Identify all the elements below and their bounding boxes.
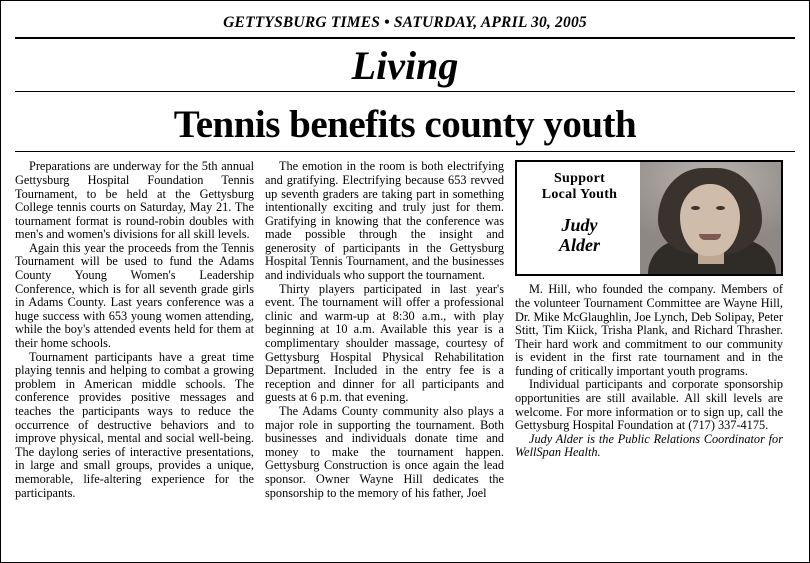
section-rule [15, 91, 795, 92]
article-columns [15, 160, 795, 500]
paragraph: M. Hill, who founded the company. Members of the volunteer Tournament Committee are Wayne Hill, Dr. Mike McGlaughlin, Joe Lynch, Deb Solipay, Peter Stitt, Tim Kiick, Trisha Plank, and Richard Thrasher. Their hard work and commitment to our community is evident in the first rate tournament and in the funding of critically important youth programs. [515, 282, 783, 378]
paragraph: Preparations are underway for the 5th annual Gettysburg Hospital Foundation Tennis Tournament, to be held at the Gettysburg College tennis courts on Saturday, May 21. The tournament format is round-robin doubles with men's and women's divisions for all skill levels. [15, 159, 254, 242]
promo-support-line1: Support [553, 171, 606, 187]
column-1 [15, 160, 265, 500]
promo-text-block [517, 162, 640, 274]
headline: Tennis benefits county youth [173, 103, 637, 146]
paragraph: Thirty players participated in last year's event. The tournament will offer a professional clinic and warm-up at 8:30 a.m., with play beginning at 10 a.m. Available this year is a complimentary shoulder massage, courtesy of Gettysburg Hospital Physical Rehabilitation Department. Included in the entry fee is a reception and dinner for all participants and guests at 6 p.m. that evening. [265, 281, 504, 405]
author-promo-box [515, 160, 783, 276]
promo-support-line2: Local Youth [541, 187, 618, 203]
masthead: GETTYSBURG TIMES • SATURDAY, APRIL 30, 2005 [223, 14, 587, 31]
masthead-rule [15, 37, 795, 39]
author-bio-line: Judy Alder is the Public Relations Coordinator for WellSpan Health. [515, 431, 783, 460]
paragraph: The Adams County community also plays a major role in supporting the tournament. Both businesses and individuals donate time and money to make the tournament happen. Gettysburg Construction is once again the lead sponsor. Owner Wayne Hill dedicates the sponsorship to the memory of his father, Joel [265, 404, 504, 500]
paragraph: Again this year the proceeds from the Tennis Tournament will be used to fund the Adams County Young Women's Leadership Conference, which is for all seventh grade girls in Adams County. Last years conference was a huge success with 653 young women attending, while the boy's attended events held for them at their home schools. [15, 240, 254, 351]
column-3 [515, 160, 783, 460]
headline-rule [15, 151, 795, 152]
promo-author-first-name: Judy [561, 215, 598, 236]
paragraph: Individual participants and corporate sponsorship opportunities are still available. All skill levels are welcome. For more information or to sign up, call the Gettysburg Hospital Foundation at (717) 337-4175. [515, 377, 783, 433]
section-title: Living [351, 43, 459, 88]
photo-face [680, 184, 740, 256]
author-photo [640, 162, 781, 274]
promo-author-last-name: Alder [558, 235, 600, 256]
column-3-text [515, 283, 783, 460]
column-2 [265, 160, 515, 500]
paragraph: Tournament participants have a great time playing tennis and helping to combat a growing problem in American middle schools. The conference provides positive messages and teaches the participants ways to reduce the occurrence of destructive behaviors and to improve physical, mental and social well-being. The daylong series of interactive presentations, in large and small groups, provides a unique, memorable, life-altering experience for the participants. [15, 349, 254, 500]
paragraph: The emotion in the room is both electrifying and gratifying. Electrifying because 653 revved up seventh graders are taking part in something intentionally exciting and truly just for them. Gratifying in knowing that the conference was made possible through the insight and generosity of participants in the Gettysburg Hospital Tennis Tournament, and the businesses and individuals who support the tournament. [265, 159, 504, 283]
